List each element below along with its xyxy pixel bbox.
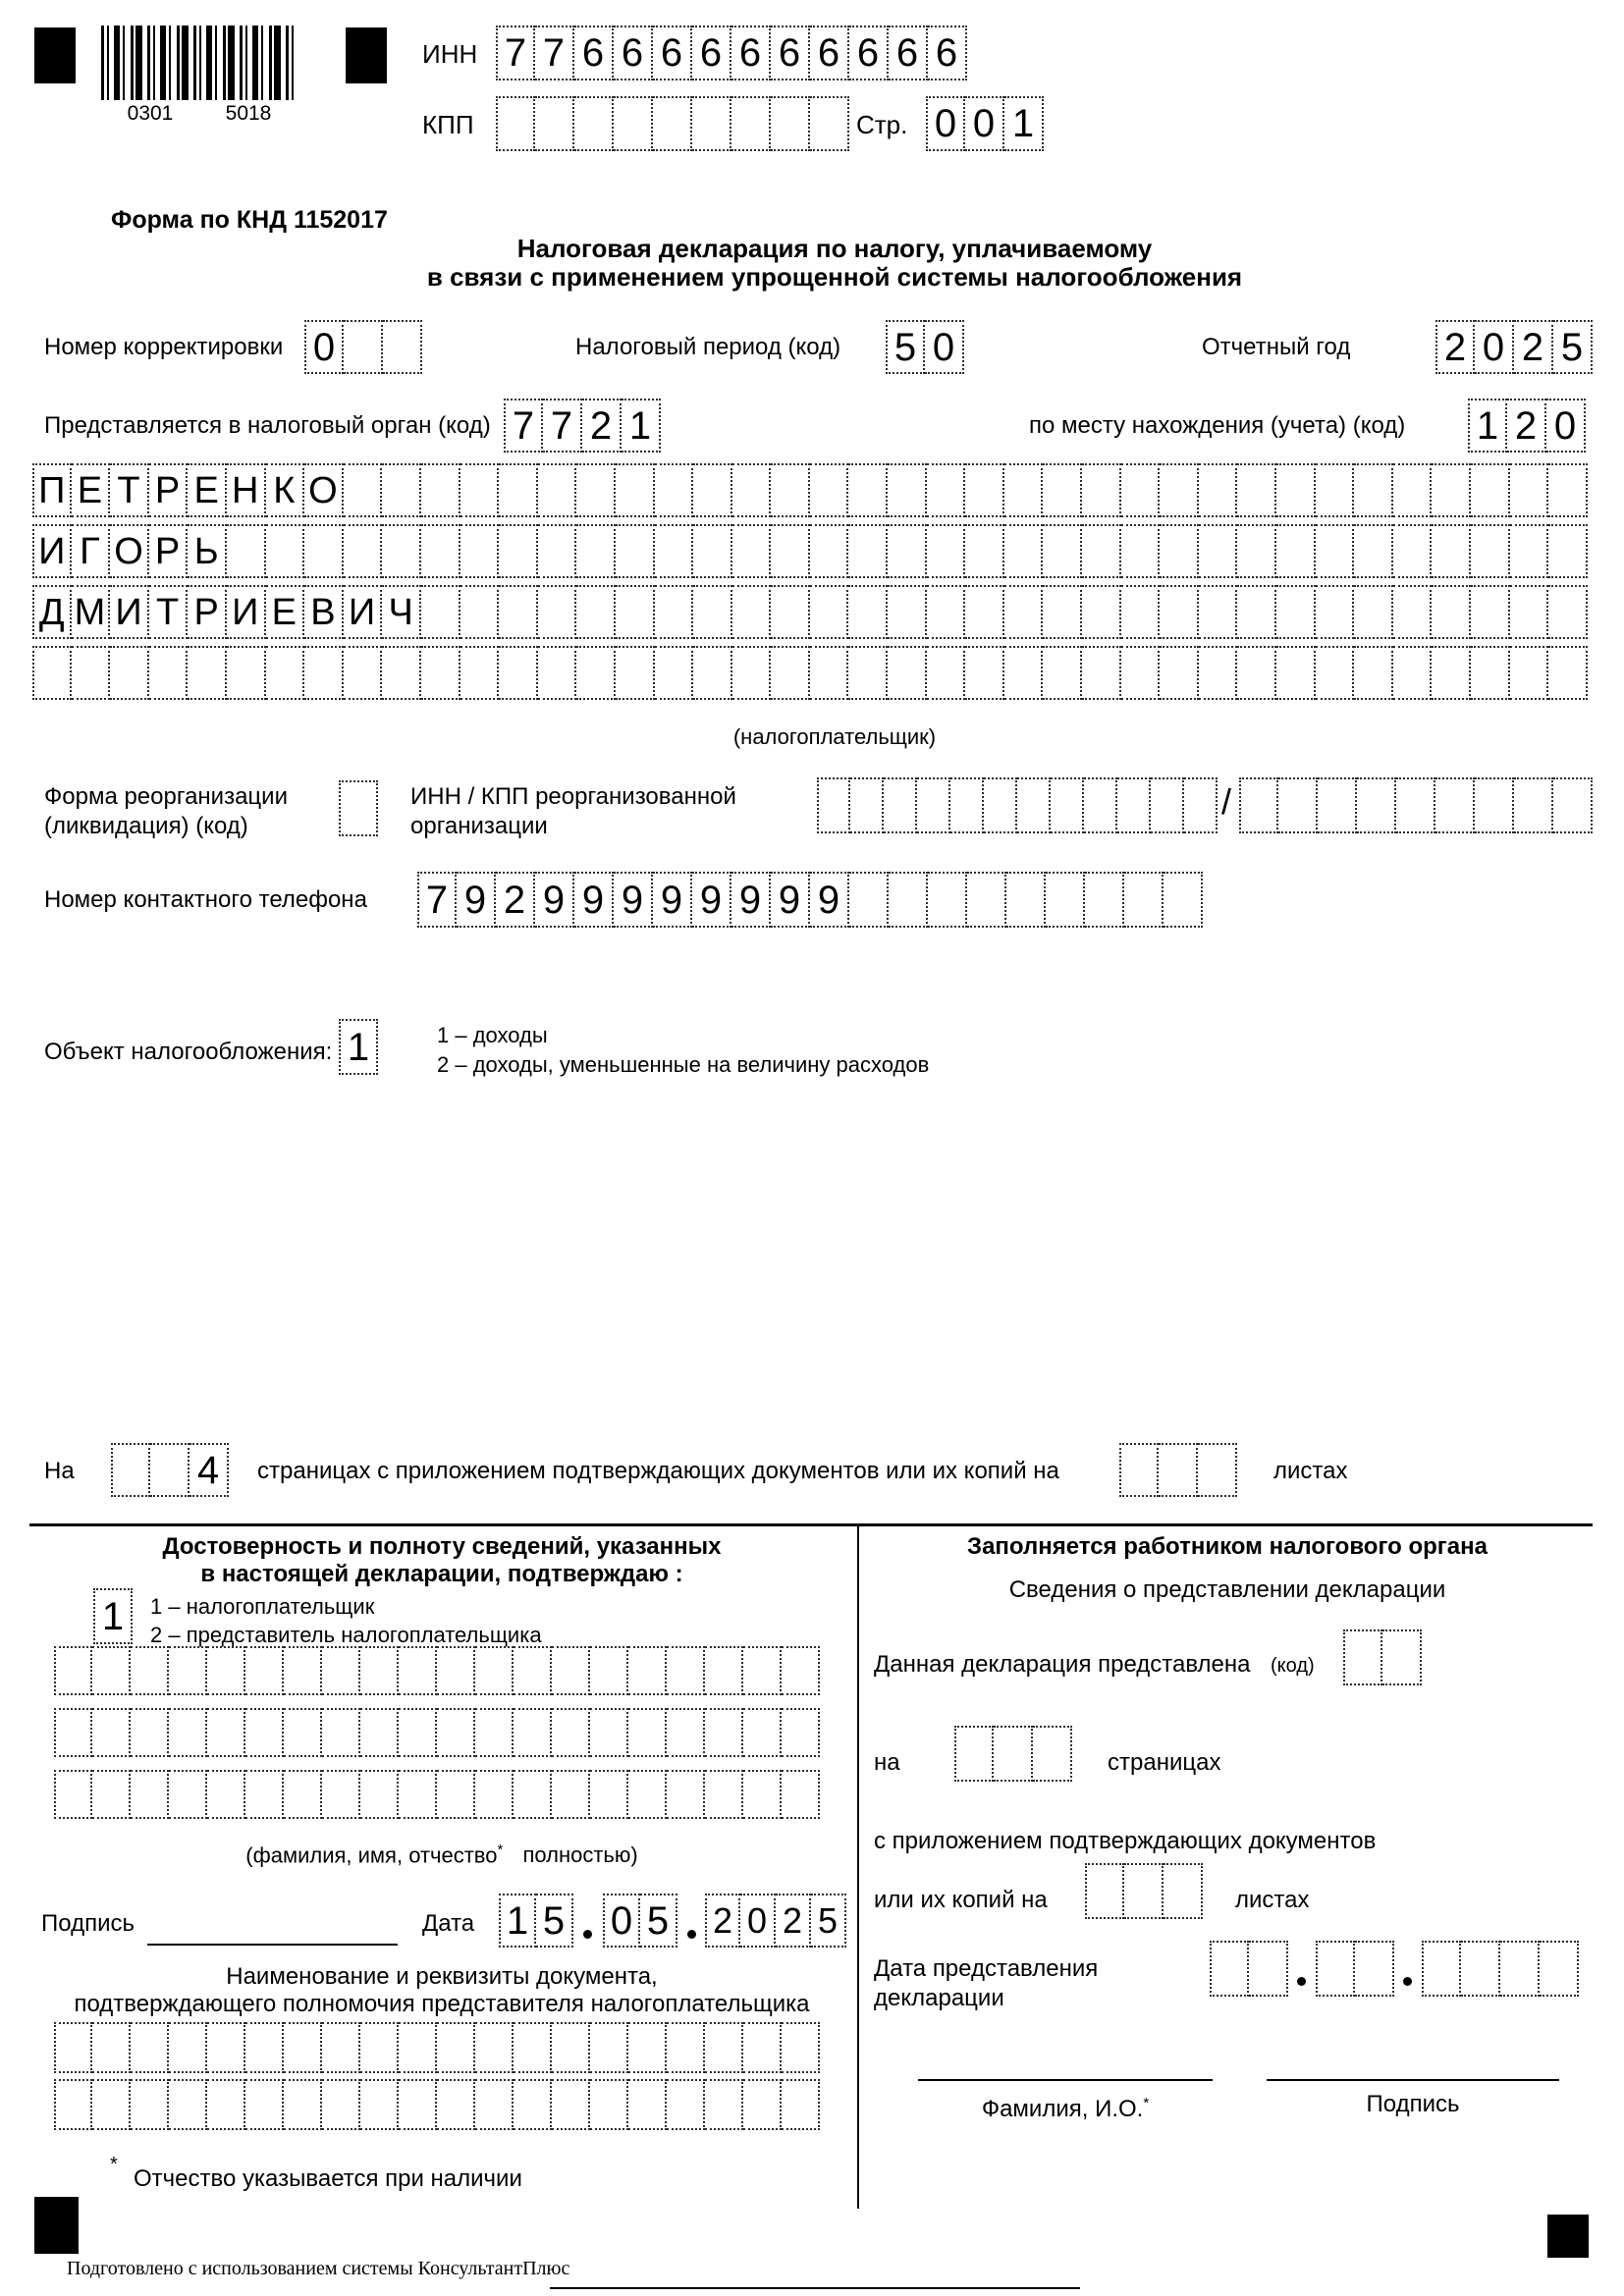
footnote-text: Отчество указывается при наличии xyxy=(134,2165,522,2192)
date-month-input[interactable]: 0 5 xyxy=(603,1894,677,1948)
doc-row-1[interactable] xyxy=(54,2022,820,2073)
date-day-input[interactable]: 1 5 xyxy=(499,1894,573,1948)
doc-caption-line2: подтверждающего полномочия представителя налогоплательщика xyxy=(74,1991,810,2017)
confirm-title-line2: в настоящей декларации, подтверждаю : xyxy=(200,1561,683,1587)
inspector-section-title: Заполняется работником налогового органа xyxy=(967,1533,1488,1560)
location-code-input[interactable]: 1 2 0 xyxy=(1468,399,1586,453)
pages-middle-label: страницах с приложением подтверждающих документов или их копий на xyxy=(257,1458,1059,1484)
barcode-caption xyxy=(101,102,298,126)
barcode-digits-right: 5018 xyxy=(225,102,272,125)
submitted-code-input[interactable] xyxy=(1343,1629,1422,1685)
fio-caption xyxy=(39,1842,844,1868)
registration-mark-top-right xyxy=(346,27,387,83)
taxpayer-name-row-2[interactable]: И Г О Р Ь xyxy=(32,524,1588,578)
inspector-signature-line xyxy=(1267,2079,1559,2081)
date-dot-1 xyxy=(583,1930,592,1939)
registration-mark-bottom-left xyxy=(34,2197,79,2254)
confirm-fio-row-3[interactable] xyxy=(54,1770,820,1819)
date-label: Дата xyxy=(422,1910,475,1937)
submitted-code-label: (код) xyxy=(1271,1655,1315,1677)
inspector-date-label-line1: Дата представления xyxy=(874,1955,1099,1982)
inspector-date-month-input[interactable] xyxy=(1316,1941,1394,1997)
registration-mark-top-left xyxy=(34,27,76,83)
inspector-section-subtitle: Сведения о представлении декларации xyxy=(1008,1576,1446,1603)
footnote-star: * xyxy=(110,2154,118,2175)
doc-row-2[interactable] xyxy=(54,2079,820,2130)
inspector-date-dot-2 xyxy=(1403,1977,1412,1986)
fio-caption-star: * xyxy=(497,1842,504,1858)
pages-suffix-label: листах xyxy=(1273,1458,1348,1484)
pages-prefix-label: На xyxy=(44,1458,75,1484)
inspector-fio-caption xyxy=(918,2095,1213,2123)
inn-label: ИНН xyxy=(422,39,478,69)
inspector-date-label-line2: декларации xyxy=(874,1985,1004,2011)
correction-label: Номер корректировки xyxy=(44,334,284,360)
tax-object-option2: 2 – доходы, уменьшенные на величину расходов xyxy=(437,1052,930,1077)
registration-mark-bottom-right xyxy=(1547,2215,1589,2258)
knd-code: Форма по КНД 1152017 xyxy=(111,206,388,234)
inspector-date-day-input[interactable] xyxy=(1210,1941,1288,1997)
confirm-option1: 1 – налогоплательщик xyxy=(150,1594,375,1619)
reorg-form-input[interactable] xyxy=(339,780,378,836)
confirm-fio-row-2[interactable] xyxy=(54,1708,820,1757)
date-year-input[interactable]: 2 0 2 5 xyxy=(705,1894,846,1948)
tax-period-label: Налоговый период (код) xyxy=(575,334,841,360)
inspector-fio-star: * xyxy=(1143,2095,1150,2111)
confirm-title-line1: Достоверность и полноту сведений, указанных xyxy=(162,1533,722,1560)
inspector-attach-label: с приложением подтверждающих документов xyxy=(874,1828,1377,1854)
section-top-rule xyxy=(29,1523,1593,1526)
tax-object-label: Объект налогообложения: xyxy=(44,1039,333,1065)
taxpayer-caption: (налогоплательщик) xyxy=(732,724,937,749)
inspector-copies-label: или их копий на xyxy=(874,1887,1048,1913)
reorg-form-label-line2: (ликвидация) (код) xyxy=(44,813,248,839)
prepared-by-text: Подготовлено с использованием системы КонсультантПлюс xyxy=(67,2258,570,2279)
fio-caption-post: полностью) xyxy=(522,1842,638,1868)
taxpayer-name-row-3[interactable]: Д М И Т Р И Е В И Ч xyxy=(32,585,1588,639)
fio-caption-pre: (фамилия, имя, отчество xyxy=(245,1842,498,1868)
phone-label: Номер контактного телефона xyxy=(44,886,367,913)
inspector-sheets-label: листах xyxy=(1235,1887,1310,1913)
taxpayer-name-row-1[interactable]: П Е Т Р Е Н К О xyxy=(32,463,1588,517)
reorg-form-label-line1: Форма реорганизации xyxy=(44,783,288,810)
location-code-label: по месту нахождения (учета) (код) xyxy=(1029,412,1406,439)
form-title-line1: Налоговая декларация по налогу, уплачиваемому xyxy=(516,234,1153,263)
inspector-pages-input[interactable] xyxy=(954,1726,1072,1782)
report-year-input[interactable]: 2 0 2 5 xyxy=(1435,320,1593,374)
confirm-fio-row-1[interactable] xyxy=(54,1646,820,1695)
date-dot-2 xyxy=(687,1930,696,1939)
kpp-input[interactable] xyxy=(496,96,849,151)
inn-input[interactable]: 7 7 6 6 6 6 6 6 6 6 6 6 xyxy=(496,26,967,80)
confirm-option2: 2 – представитель налогоплательщика xyxy=(150,1623,542,1647)
inspector-pages-label: страницах xyxy=(1108,1749,1221,1776)
page-number-label: Стр. xyxy=(856,110,908,139)
barcode-digits-left: 0301 xyxy=(127,102,174,125)
bottom-rule xyxy=(550,2287,1080,2289)
submitted-label: Данная декларация представлена xyxy=(874,1651,1251,1678)
section-divider xyxy=(857,1523,859,2209)
barcode xyxy=(101,26,298,100)
phone-input[interactable]: 7 9 2 9 9 9 9 9 9 9 9 xyxy=(417,872,1203,928)
inspector-fio-label: Фамилия, И.О. xyxy=(981,2096,1144,2122)
report-year-label: Отчетный год xyxy=(1202,334,1351,360)
inspector-signature-caption: Подпись xyxy=(1366,2091,1460,2117)
page-number-input[interactable]: 0 0 1 xyxy=(926,96,1044,151)
pages-count-input[interactable]: 4 xyxy=(111,1443,229,1497)
reorg-innkpp-label-line2: организации xyxy=(410,813,548,839)
tax-object-option1: 1 – доходы xyxy=(437,1023,548,1047)
confirm-person-type-input[interactable]: 1 xyxy=(93,1588,133,1644)
signature-label: Подпись xyxy=(41,1910,135,1937)
taxpayer-name-row-4[interactable] xyxy=(32,646,1588,700)
inspector-date-year-input[interactable] xyxy=(1422,1941,1579,1997)
reorg-innkpp-label-line1: ИНН / КПП реорганизованной xyxy=(410,783,736,810)
inspector-date-dot-1 xyxy=(1297,1977,1306,1986)
doc-caption-line1: Наименование и реквизиты документа, xyxy=(226,1963,658,1990)
tax-object-input[interactable]: 1 xyxy=(339,1019,378,1075)
tax-authority-label: Представляется в налоговый орган (код) xyxy=(44,412,491,439)
signature-line xyxy=(147,1944,398,1946)
attachment-sheets-input[interactable] xyxy=(1119,1443,1237,1497)
kpp-label: КПП xyxy=(422,110,474,139)
inn-kpp-slash-separator: / xyxy=(1221,781,1232,822)
tax-authority-input[interactable]: 7 7 2 1 xyxy=(504,399,661,453)
reorg-inn-input[interactable] xyxy=(817,777,1218,833)
reorg-kpp-input[interactable] xyxy=(1239,777,1593,833)
tax-period-input[interactable]: 5 0 xyxy=(886,320,964,374)
form-title-line2: в связи с применением упрощенной системы налогообложения xyxy=(426,262,1243,292)
inspector-sheets-input[interactable] xyxy=(1085,1863,1203,1919)
inspector-fio-line xyxy=(918,2079,1213,2081)
correction-input[interactable]: 0 xyxy=(304,320,422,374)
inspector-on-label: на xyxy=(874,1749,900,1776)
